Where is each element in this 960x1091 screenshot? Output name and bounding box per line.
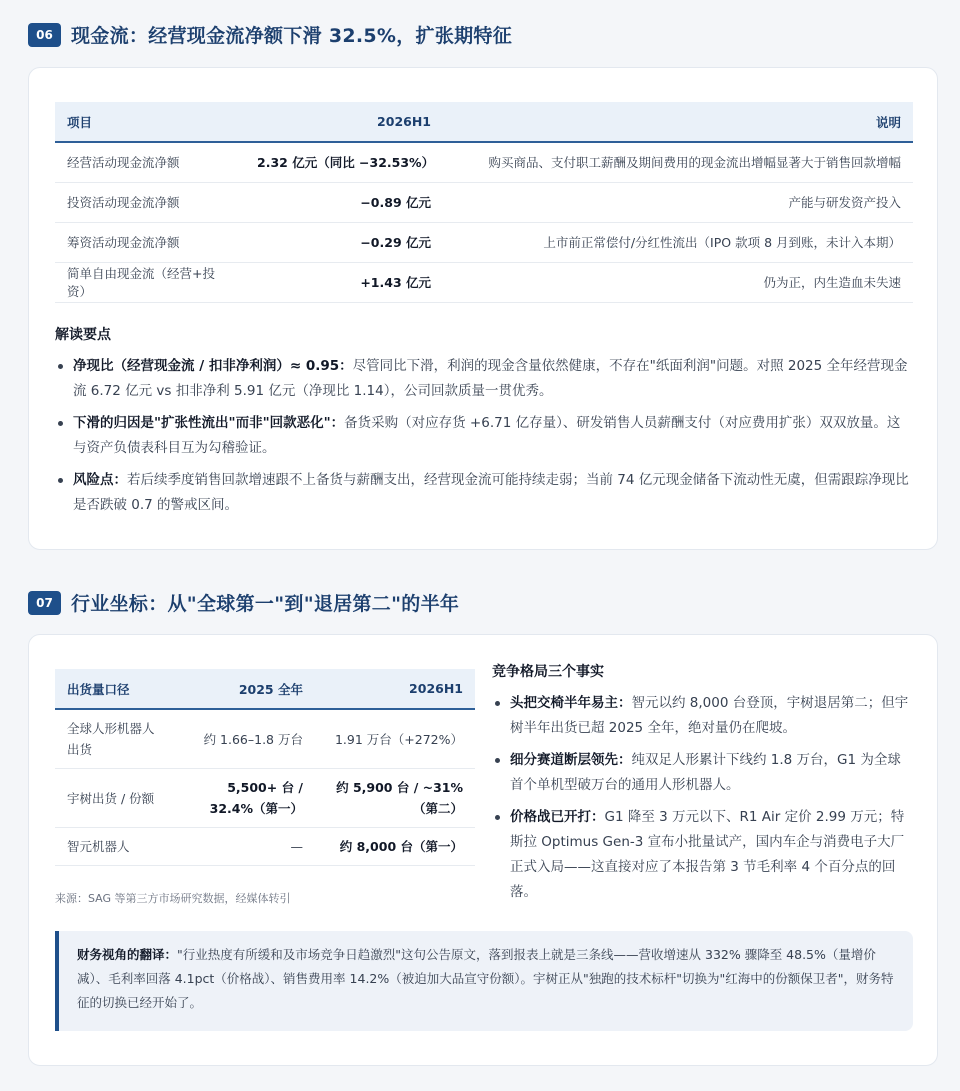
bullet-lead: 净现比（经营现金流 / 扣非净利润）≈ 0.95： [73, 358, 353, 374]
section-title: 行业坐标：从"全球第一"到"退居第二"的半年 [71, 593, 460, 615]
row-item: 投资活动现金流净额 [55, 182, 245, 222]
source-note: 来源：SAG 等第三方市场研究数据，经媒体转引 [55, 892, 291, 905]
row-2026h1-value: 约 8,000 台（第一） [315, 828, 475, 866]
row-note: 产能与研发资产投入 [443, 182, 913, 222]
fact-text: 智元以约 8,000 台登顶，宇树退居第二；但宇树半年出货已超 2025 全年，绝对量仍在爬坡。 [510, 695, 909, 736]
list-item [492, 805, 914, 905]
row-value: −0.29 亿元 [245, 222, 443, 262]
fact-lead: 头把交椅半年易主： [510, 695, 632, 711]
list-item [55, 354, 913, 404]
fact-lead: 细分赛道断层领先： [510, 752, 632, 768]
list-item [55, 468, 913, 518]
table-row [55, 769, 475, 828]
row-value: +1.43 亿元 [245, 262, 443, 302]
row-item: 筹资活动现金流净额 [55, 222, 245, 262]
row-2025-value: 5,500+ 台 / 32.4%（第一） [175, 769, 315, 828]
table-header-row [55, 669, 475, 709]
list-item [55, 411, 913, 461]
row-note: 上市前正常偿付/分红性流出（IPO 款项 8 月到账，未计入本期） [443, 222, 913, 262]
table-row [55, 142, 913, 182]
row-item: 智元机器人 [55, 828, 175, 866]
bullet-text: 若后续季度销售回款增速跟不上备货与薪酬支出，经营现金流可能持续走弱；当前 74 亿元现金储备下流动性无虞，但需跟踪净现比是否跌破 0.7 的警戒区间。 [73, 472, 909, 513]
industry-card [28, 634, 938, 1066]
table-row [55, 709, 475, 769]
fact-text: 纯双足人形累计下线约 1.8 万台，G1 为全球首个单机型破万台的通用人形机器人。 [510, 752, 901, 793]
shipment-table [55, 669, 475, 866]
column-header-metric: 出货量口径 [55, 669, 175, 709]
cashflow-card [28, 67, 938, 550]
row-item: 经营活动现金流净额 [55, 142, 245, 182]
row-note: 购买商品、支付职工薪酬及期间费用的现金流出增幅显著大于销售回款增幅 [443, 142, 913, 182]
row-value: 2.32 亿元（同比 −32.53%） [245, 142, 443, 182]
table-header-row [55, 102, 913, 142]
row-value: −0.89 亿元 [245, 182, 443, 222]
section-number-badge: 06 [28, 23, 61, 47]
facts-title: 竞争格局三个事实 [492, 664, 604, 680]
fact-text: G1 降至 3 万元以下、R1 Air 定价 2.99 万元；特斯拉 Optimus Gen-3 宣布小批量试产，国内车企与消费电子大厂正式入局——这直接对应了本报告第 3 节毛利率 4 个百分点的回落。 [510, 809, 905, 900]
insights-title: 解读要点 [55, 327, 111, 343]
finance-callout [55, 931, 913, 1031]
table-row [55, 222, 913, 262]
column-header-2025: 2025 全年 [175, 669, 315, 709]
bullet-text: 尽管同比下滑，利润的现金含量依然健康，不存在"纸面利润"问题。对照 2025 全年经营现金流 6.72 亿元 vs 扣非净利 5.91 亿元（净现比 1.14），公司回款质量一贯优秀。 [73, 358, 908, 399]
table-row [55, 262, 913, 302]
column-header-period: 2026H1 [245, 102, 443, 142]
column-header-note: 说明 [443, 102, 913, 142]
table-row [55, 182, 913, 222]
section-07-header [28, 589, 459, 616]
column-header-item: 项目 [55, 102, 245, 142]
insights-list [55, 354, 913, 525]
row-item: 全球人形机器人出货 [55, 709, 175, 769]
list-item [492, 691, 914, 741]
row-2026h1-value: 1.91 万台（+272%） [315, 709, 475, 769]
bullet-text: 备货采购（对应存货 +6.71 亿存量）、研发销售人员薪酬支付（对应费用扩张）双双放量。这与资产负债表科目互为勾稽验证。 [73, 415, 901, 456]
section-title: 现金流：经营现金流净额下滑 32.5%，扩张期特征 [71, 25, 513, 47]
list-item [492, 748, 914, 798]
section-number-badge: 07 [28, 591, 61, 615]
row-note: 仍为正，内生造血未失速 [443, 262, 913, 302]
facts-list [492, 691, 914, 912]
callout-lead: 财务视角的翻译： [77, 947, 178, 962]
section-06-header [28, 21, 512, 48]
row-item: 宇树出货 / 份额 [55, 769, 175, 828]
row-item: 简单自由现金流（经营+投资） [55, 262, 245, 302]
callout-text: "行业热度有所缓和及市场竞争日趋激烈"这句公告原文，落到报表上就是三条线——营收增速从 332% 骤降至 48.5%（量增价减）、毛利率回落 4.1pct（价格战）、销售费用率 14.2%（被迫加大品宣守份额）。宇树正从"独跑的技术标杆"切换为"红海中的份额保卫者"，财务特征的切换已经开始了。 [77, 947, 894, 1010]
bullet-lead: 下滑的归因是"扩张性流出"而非"回款恶化"： [73, 415, 345, 431]
bullet-lead: 风险点： [73, 472, 127, 488]
cashflow-table [55, 102, 913, 303]
column-header-2026h1: 2026H1 [315, 669, 475, 709]
table-row [55, 828, 475, 866]
row-2025-value: — [175, 828, 315, 866]
row-2025-value: 约 1.66–1.8 万台 [175, 709, 315, 769]
row-2026h1-value: 约 5,900 台 / ~31%（第二） [315, 769, 475, 828]
fact-lead: 价格战已开打： [510, 809, 605, 825]
